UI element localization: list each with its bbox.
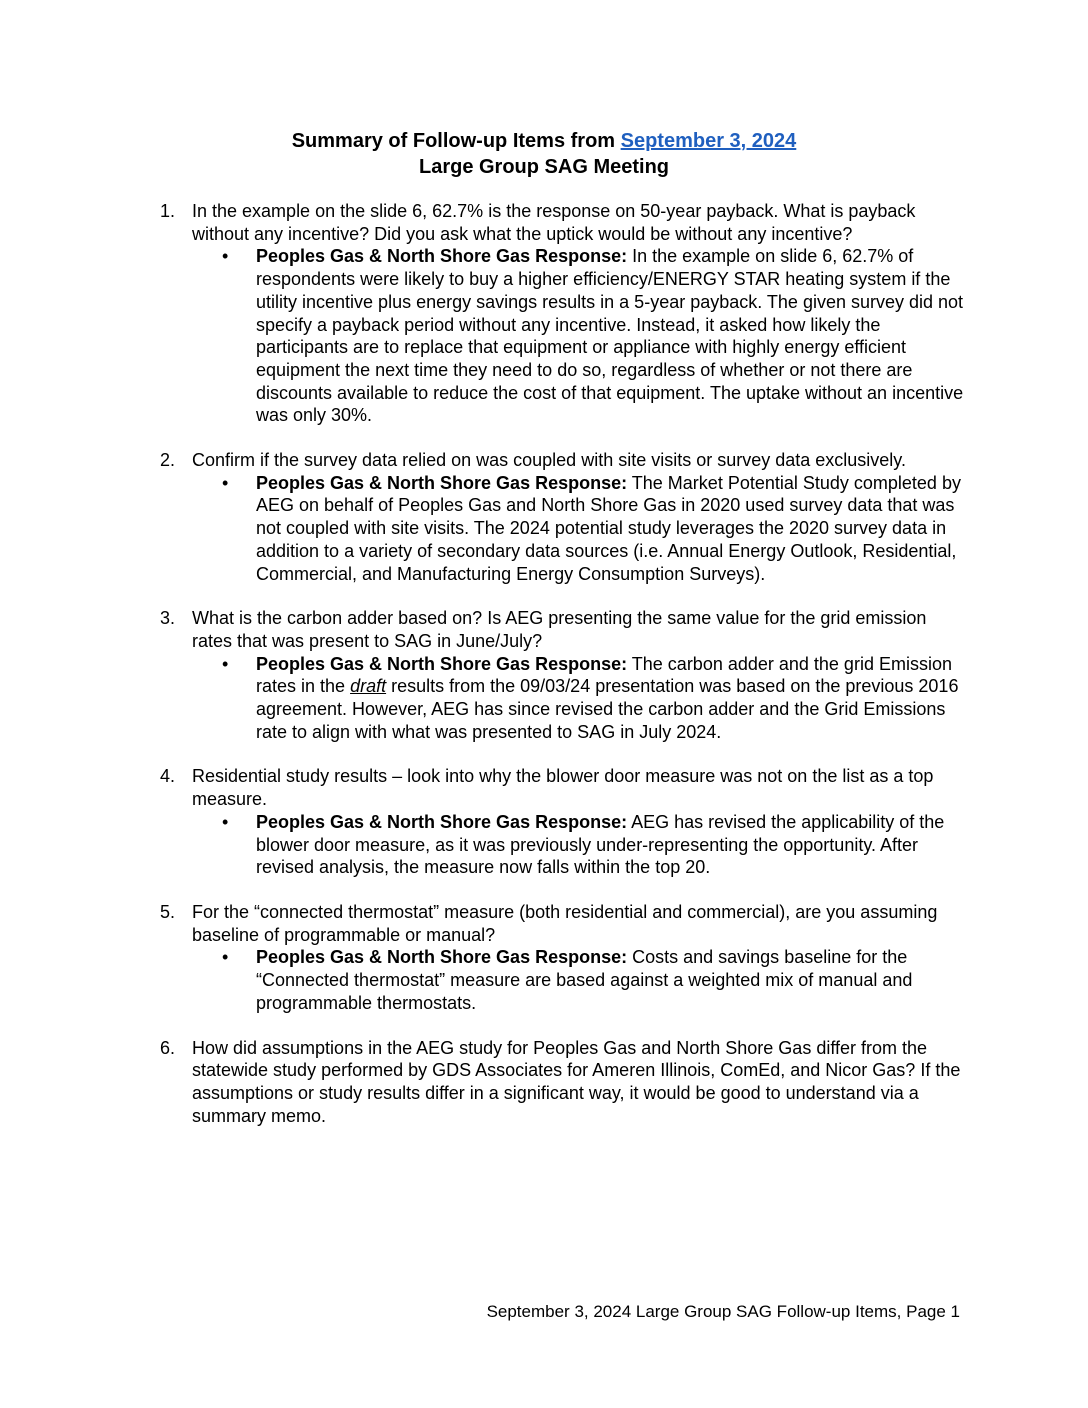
response-text: Costs and savings baseline for the “Connected thermostat” measure are based against a weighted mix of manual and programmable thermostats. [256,947,913,1013]
follow-up-item [160,901,970,1015]
response-label: Peoples Gas & North Shore Gas Response: [256,947,628,968]
item-response [192,946,970,1014]
item-number: 1. [160,201,176,221]
item-number: 4. [160,766,176,787]
item-question: For the “connected thermostat” measure (both residential and commercial), are you assuming baseline of programmable or manual? [192,901,938,945]
response-label: Peoples Gas & North Shore Gas Response: [256,472,628,493]
response-label: Peoples Gas & North Shore Gas Response: [256,246,628,267]
item-response [192,653,970,744]
item-question: What is the carbon adder based on? Is AEG presenting the same value for the grid emission rates that was present to SAG in June/July? [192,608,927,651]
document-title [0,128,1088,180]
response-text: In the example on slide 6, 62.7% of respondents were likely to buy a higher efficiency/ENERGY STAR heating system if the utility incentive plus energy savings results in a 5-year payback. The given survey did not specify a payback period without any incentive. Instead, it asked how likely the participants are to replace that equipment or appliance with highly energy efficient equipment the next time they need to do so, regardless of whether or not there are discounts available to reduce the cost of that equipment. The uptake without an incentive was only 30%. [256,246,964,426]
item-question: In the example on the slide 6, 62.7% is the response on 50-year payback. What is payback without any incentive? Did you ask what the uptick would be without any incentive? [192,201,916,244]
response-label: Peoples Gas & North Shore Gas Response: [256,653,628,674]
item-number: 6. [160,1037,176,1058]
follow-up-item [160,765,970,879]
bullet-icon: • [222,947,229,968]
item-number: 3. [160,608,176,629]
response-text: The Market Potential Study completed by AEG on behalf of Peoples Gas and North Shore Gas in 2020 used survey data that was not coupled with site visits. The 2024 potential study leverages the 2020 survey data in addition to a variety of secondary data sources (i.e. Annual Energy Outlook, Residential, Commercial, and Manufacturing Energy Consumption Surveys). [256,472,961,584]
bullet-icon: • [222,246,229,267]
item-number: 2. [160,450,176,471]
item-question: How did assumptions in the AEG study for Peoples Gas and North Shore Gas differ from the statewide study performed by GDS Associates for Ameren Illinois, ComEd, and Nicor Gas? If the assumptions or study results differ in a significant way, it would be good to understand via a summary memo. [192,1037,961,1126]
title-line-2: Large Group SAG Meeting [418,156,670,178]
response-text: AEG has revised the applicability of the blower door measure, as it was previously under-representing the opportunity. After revised analysis, the measure now falls within the top 20. [256,811,945,878]
bullet-icon: • [222,472,229,493]
response-text-part-b: results from the 09/03/24 presentation was based on the previous 2016 agreement. However, AEG has since revised the carbon adder and the Grid Emissions rate to align with what was presented to SAG in July 2024. [256,676,959,742]
item-response [192,245,970,427]
follow-up-item [160,449,970,585]
meeting-date-link[interactable]: September 3, 2024 [620,130,797,152]
page-footer: September 3, 2024 Large Group SAG Follow-up Items, Page 1 [486,1302,960,1321]
bullet-icon: • [222,653,229,674]
item-question: Confirm if the survey data relied on was coupled with site visits or survey data exclusively. [192,450,906,471]
bullet-icon: • [222,811,229,832]
item-response [192,472,970,586]
title-prefix: Summary of Follow-up Items from [291,130,621,152]
item-number: 5. [160,901,176,922]
response-emphasis: draft [350,676,387,697]
item-question: Residential study results – look into why the blower door measure was not on the list as a top measure. [192,766,934,810]
follow-up-item [160,607,970,743]
follow-up-item [160,1037,970,1128]
response-label: Peoples Gas & North Shore Gas Response: [256,811,628,832]
follow-up-item [160,200,970,427]
item-response [192,811,970,879]
follow-up-items-list [160,200,970,1149]
title-line-1 [0,128,1088,154]
response-text-part-a: The carbon adder and the grid Emission rates in the [256,653,952,697]
